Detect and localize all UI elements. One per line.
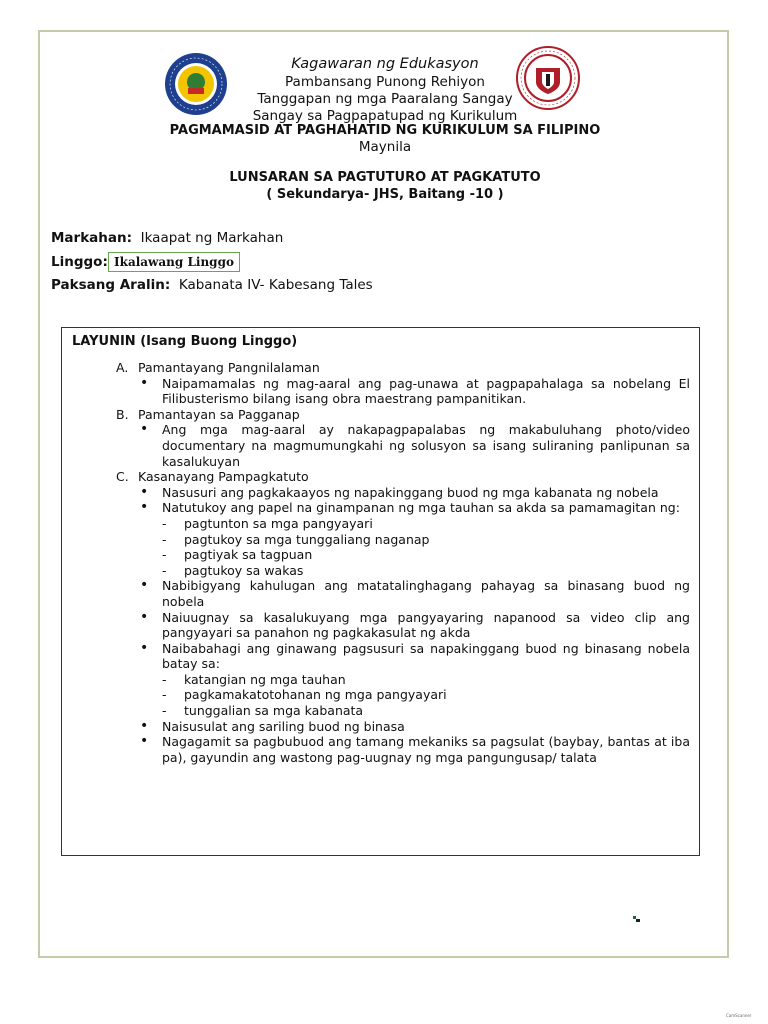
objective-item (140, 422, 690, 469)
region-name: Pambansang Punong Rehiyon (285, 74, 485, 90)
objective-item (140, 485, 690, 501)
week-label: Linggo: (51, 254, 108, 270)
topic-row (51, 277, 373, 293)
objective-text: Nasusuri ang pagkakaayos ng napakinggang buod ng mga kabanata ng nobela (162, 484, 659, 500)
sub-list (162, 516, 690, 578)
section-letter: C. (116, 469, 129, 485)
sub-item: - pagtukoy sa mga tunggaliang naganap (162, 532, 690, 548)
objective-item (140, 376, 690, 407)
objective-item (140, 610, 690, 641)
objective-text: Naipamamalas ng mag-aaral ang pag-unawa at pagpapahalaga sa nobelang El Filibusterismo bilang isang obra maestrang pampanitikan. (162, 375, 690, 407)
scanner-footer-text: CamScanner (726, 1013, 752, 1018)
term-row (51, 230, 283, 246)
sub-item: - tunggalian sa mga kabanata (162, 703, 690, 719)
term-value: Ikaapat ng Markahan (140, 230, 284, 246)
objective-text: Naisusulat ang sariling buod ng binasa (162, 718, 405, 734)
objective-section (116, 469, 690, 485)
objective-section (116, 407, 690, 423)
topic-label: Paksang Aralin: (51, 277, 171, 293)
topic-value: Kabanata IV- Kabesang Tales (178, 277, 373, 293)
sub-item: - pagtiyak sa tagpuan (162, 547, 690, 563)
sub-item: - katangian ng mga tauhan (162, 672, 690, 688)
section-heading: Pamantayang Pangnilalaman (138, 360, 320, 375)
week-row (51, 254, 108, 270)
objectives-content (116, 360, 690, 765)
objective-item (140, 734, 690, 765)
objective-item (140, 641, 690, 719)
city-name: Maynila (358, 139, 412, 155)
sub-list (162, 672, 690, 719)
objective-item (140, 719, 690, 735)
section-heading: Kasanayang Pampagkatuto (138, 469, 309, 485)
sub-item: - pagtunton sa mga pangyayari (162, 516, 690, 532)
objective-list (116, 376, 690, 407)
objective-list (116, 422, 690, 469)
objective-text: Nabibigyang kahulugan ang matatalinghagang pahayag sa binasang buod ng nobela (162, 578, 690, 609)
document-subtitle: ( Sekundarya- JHS, Baitang -10 ) (266, 187, 504, 202)
week-value-box: Ikalawang Linggo (108, 252, 240, 272)
section-letter: A. (116, 360, 129, 375)
department-name: Kagawaran ng Edukasyon (291, 56, 479, 72)
objective-text: Naibabahagi ang ginawang pagsusuri sa napakinggang buod ng binasang nobela batay sa: (162, 640, 690, 672)
objectives-title: LAYUNIN (Isang Buong Linggo) (72, 334, 298, 349)
objective-text: Ang mga mag-aaral ay nakapagpapalabas ng makabuluhang photo/video documentary na magmumungkahi ng solusyon sa isang suliraning panlipunan sa kasalukuyan (162, 422, 690, 469)
objective-item (140, 578, 690, 609)
document-title: LUNSARAN SA PAGTUTURO AT PAGKATUTO (229, 170, 541, 185)
objective-section (116, 360, 690, 376)
term-label: Markahan: (51, 230, 133, 246)
sub-item: - pagkamakatotohanan ng mga pangyayari (162, 687, 690, 703)
objective-list (116, 485, 690, 766)
section-letter: B. (116, 406, 129, 422)
objective-text: Natutukoy ang papel na ginampanan ng mga tauhan sa akda sa pamamagitan ng: (162, 500, 680, 516)
objective-item (140, 500, 690, 578)
objective-text: Nagagamit sa pagbubuod ang tamang mekaniks sa pagsulat (baybay, bantas at iba pa), gayundin ang wastong pag-uugnay ng mga pangungusap/ talata (162, 734, 690, 765)
objective-text: Naiuugnay sa kasalukuyang mga pangyayaring napanood sa video clip ang pangyayari sa panahon ng pagkakasulat ng akda (162, 609, 690, 641)
office-name: Tanggapan ng mga Paaralang Sangay (257, 91, 513, 107)
section-heading: Pamantayan sa Pagganap (138, 406, 300, 422)
sub-item: - pagtukoy sa wakas (162, 563, 690, 579)
scanner-mark-icon (632, 915, 641, 923)
program-title: PAGMAMASID AT PAGHAHATID NG KURIKULUM SA FILIPINO (169, 123, 601, 138)
implementation-unit: Sangay sa Pagpapatupad ng Kurikulum (252, 108, 518, 124)
